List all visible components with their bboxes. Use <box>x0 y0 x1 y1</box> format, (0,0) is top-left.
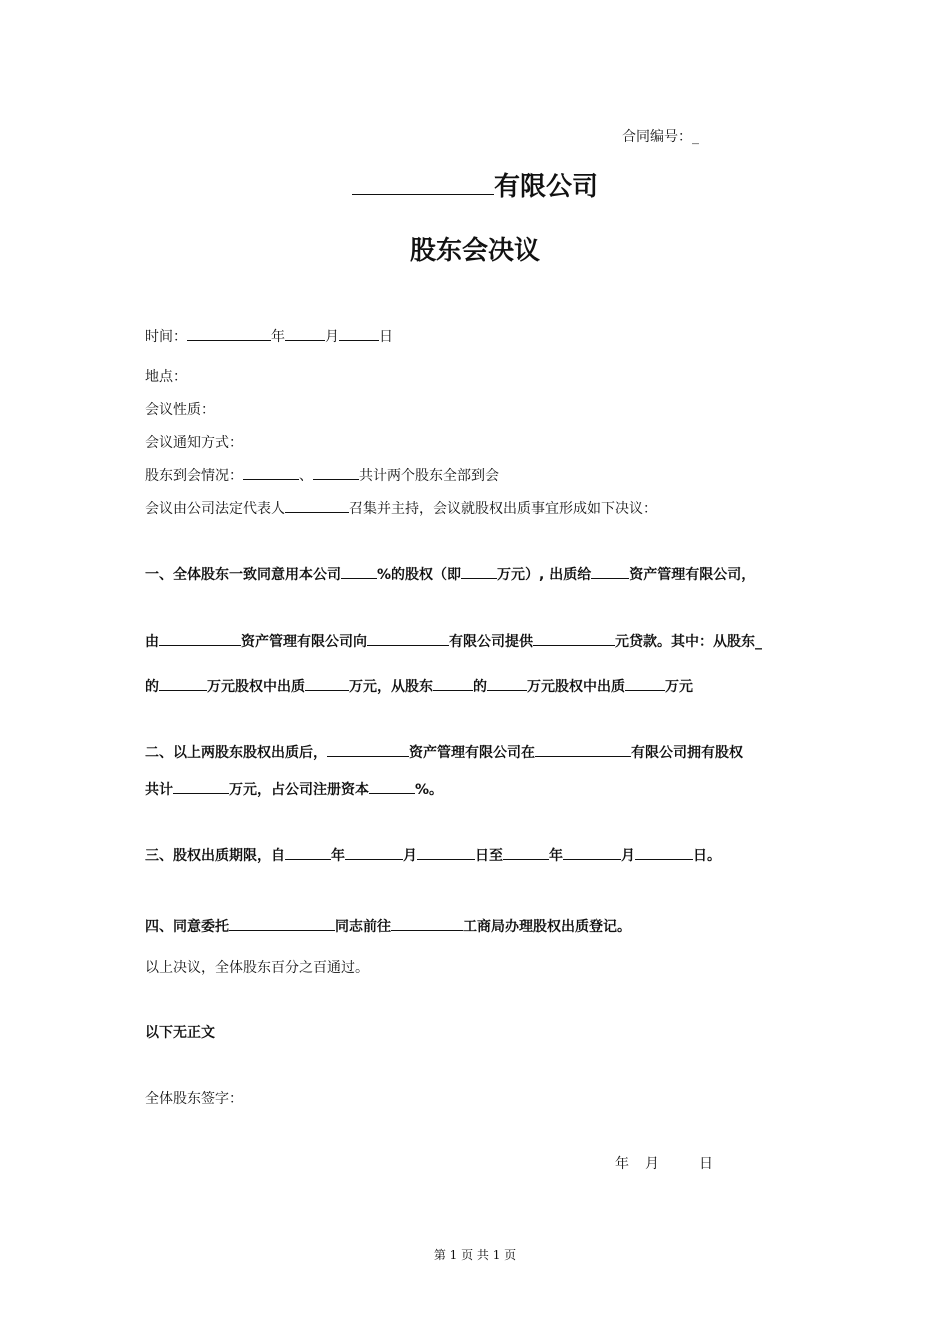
resolution-1-line-2: 由 资产管理有限公司向 有限公司提供 元贷款。其中：从股东_ <box>145 631 762 651</box>
meeting-nature: 会议性质： <box>145 402 215 418</box>
attendance: 股东到会情况： 、 共计两个股东全部到会 <box>145 465 499 485</box>
company-title: 有限公司 <box>0 166 950 203</box>
shareholder-signature-label: 全体股东签字： <box>145 1091 243 1107</box>
resolution-1-line-1: 一、全体股东一致同意用本公司 %的股权（即 万元）, 出质给 资产管理有限公司， <box>145 564 755 584</box>
resolution-2-line-1: 二、以上两股东股权出质后， 资产管理有限公司在 有限公司拥有股权 <box>145 742 743 762</box>
company-name-blank <box>352 168 494 195</box>
page-footer: 第 1 页 共 1 页 <box>433 1248 517 1262</box>
meeting-place: 地点： <box>145 369 187 385</box>
contract-number: 合同编号：_ <box>622 129 699 145</box>
resolution-1-line-3: 的 万元股权中出质 万元，从股东 的 万元股权中出质 万元 <box>145 676 693 696</box>
resolution-2-line-2: 共计 万元，占公司注册资本 %。 <box>145 779 443 799</box>
end-of-text: 以下无正文 <box>145 1025 215 1041</box>
resolution-3: 三、股权出质期限，自 年 月 日至 年 月 日。 <box>145 845 721 865</box>
signature-date: 年 月 日 <box>615 1156 713 1172</box>
resolution-passed: 以上决议，全体股东百分之百通过。 <box>145 960 369 976</box>
document-title: 股东会决议 <box>409 236 540 266</box>
resolution-4: 四、同意委托 同志前往 工商局办理股权出质登记。 <box>145 916 631 936</box>
meeting-time: 时间： 年 月 日 <box>145 326 393 346</box>
meeting-host: 会议由公司法定代表人 召集并主持，会议就股权出质事宜形成如下决议： <box>145 498 657 518</box>
meeting-notice: 会议通知方式： <box>145 435 243 451</box>
